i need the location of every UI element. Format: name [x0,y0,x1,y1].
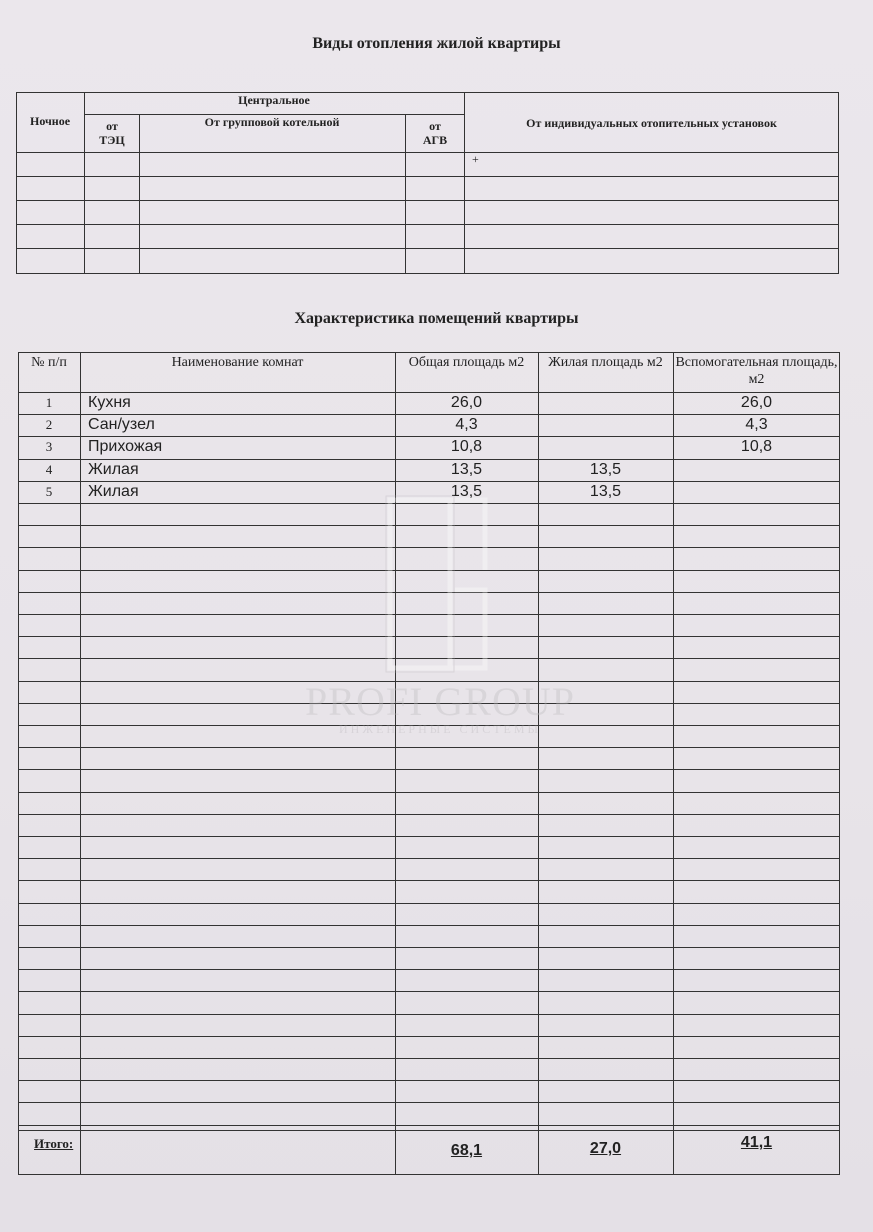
table-rule [18,1080,840,1081]
table-rule [18,703,840,704]
table-rule [18,681,840,682]
table-rule [18,1058,840,1059]
table-rule [18,592,840,593]
room-name: Жилая [88,483,139,500]
table-rule [18,658,840,659]
header-aux-area: Вспомогательная площадь, м2 [675,355,838,387]
table-rule [18,792,840,793]
room-living-area: 13,5 [589,461,622,478]
table-rule [18,614,840,615]
heating-table [16,92,839,274]
table-rule [18,814,840,815]
row-number: 5 [45,484,53,499]
row-number: 3 [45,439,53,454]
table-rule [18,1036,840,1037]
table-rule [18,1014,840,1015]
table-rule [18,1130,840,1131]
table-rule [18,880,840,881]
watermark-sub: ИНЖЕНЕРНЫЕ СИСТЕМЫ [338,722,541,736]
room-total-area: 10,8 [450,438,483,455]
col-agv: от АГВ [422,119,448,147]
table-rule [18,769,840,770]
table-rule [18,858,840,859]
room-aux-area: 10,8 [740,438,773,455]
col-central: Центральное [238,93,310,107]
table-rule [673,352,674,1175]
totals-living-area: 27,0 [589,1140,622,1157]
room-total-area: 13,5 [450,483,483,500]
table-rule [18,725,840,726]
col-tec: от ТЭЦ [99,119,125,147]
room-name: Прихожая [88,438,163,455]
room-total-area: 4,3 [455,416,478,433]
table-rule [18,636,840,637]
row-number: 4 [45,462,53,477]
heating-mark: + [472,152,479,166]
table-rule [18,1102,840,1103]
rooms-table [18,352,840,1175]
table-rule [18,747,840,748]
table-rule [18,570,840,571]
table-rule [18,969,840,970]
row-number: 2 [45,417,53,432]
room-name: Жилая [88,461,139,478]
header-name: Наименование комнат [171,355,304,370]
header-total-area: Общая площадь м2 [408,355,525,370]
table-rule [839,352,840,1175]
room-living-area: 13,5 [589,483,622,500]
table-rule [18,903,840,904]
table-rule [18,1125,840,1126]
room-total-area: 13,5 [450,461,483,478]
header-num: № п/п [31,355,67,370]
room-name: Сан/узел [88,416,155,433]
heating-title: Виды отопления жилой квартиры [312,35,561,52]
table-rule [18,991,840,992]
watermark-brand: PROFI GROUP [305,679,575,724]
table-rule [18,525,840,526]
room-name: Кухня [88,394,131,411]
rooms-title: Характеристика помещений квартиры [294,310,579,327]
totals-total-area: 68,1 [450,1142,483,1159]
room-total-area: 26,0 [450,394,483,411]
room-aux-area: 4,3 [745,416,768,433]
table-rule [18,1174,840,1175]
table-rule [18,503,840,504]
col-individual: От индивидуальных отопительных установок [526,116,777,130]
totals-label: Итого: [34,1136,74,1151]
table-rule [18,925,840,926]
row-number: 1 [45,395,53,410]
table-rule [18,836,840,837]
table-rule [18,547,840,548]
header-living-area: Жилая площадь м2 [548,355,663,370]
table-rule [80,352,81,1175]
totals-aux-area: 41,1 [740,1134,773,1151]
table-rule [18,947,840,948]
col-night: Ночное [29,114,71,128]
room-aux-area: 26,0 [740,394,773,411]
col-group-boiler: От групповой котельной [204,115,340,129]
table-rule [18,352,840,353]
